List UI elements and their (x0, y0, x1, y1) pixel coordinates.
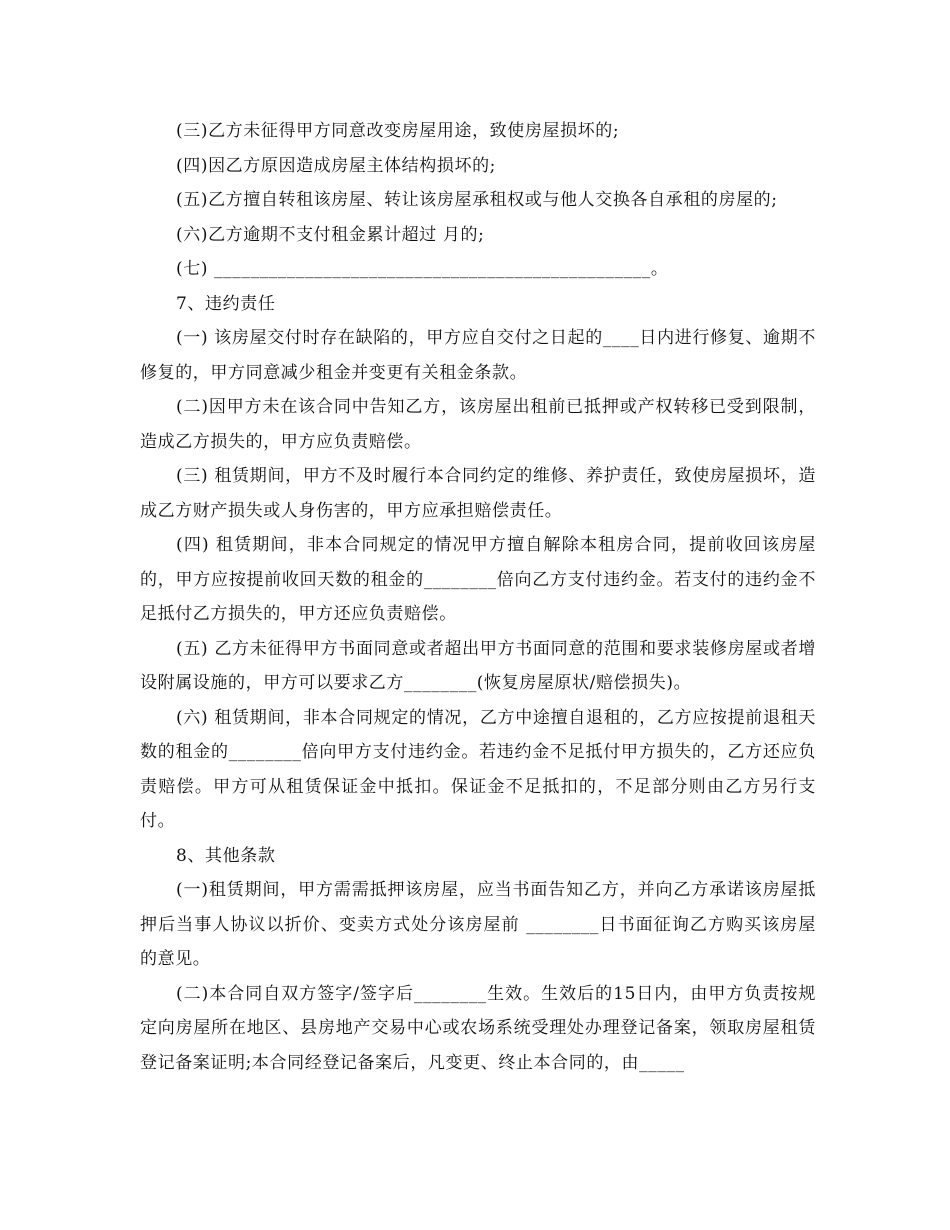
breach-clause-5: (五) 乙方未征得甲方书面同意或者超出甲方书面同意的范围和要求装修房屋或者增设附属设施的，甲方可以要求乙方________(恢复房屋原状/赔偿损失)。 (140, 638, 816, 693)
clause-6-overdue-rent: (六)乙方逾期不支付租金累计超过 月的; (176, 224, 485, 245)
document-body (140, 114, 816, 1080)
breach-clause-1: (一) 该房屋交付时存在缺陷的，甲方应自交付之日起的____日内进行修复、逾期不修复的，甲方同意减少租金并变更有关租金条款。 (140, 328, 816, 383)
breach-clause-6: (六) 租赁期间，非本合同规定的情况，乙方中途擅自退租的，乙方应按提前退租天数的租金的________倍向甲方支付违约金。若违约金不足抵付甲方损失的，乙方还应负责赔偿。甲方可从租赁保证金中抵扣。保证金不足抵扣的，不足部分则由乙方另行支付。 (140, 707, 816, 831)
breach-clause-2: (二)因甲方未在该合同中告知乙方，该房屋出租前已抵押或产权转移已受到限制，造成乙方损失的，甲方应负责赔偿。 (140, 397, 816, 452)
clause-7-blank: (七) ________________________________________________。 (176, 259, 669, 279)
breach-clause-4: (四) 租赁期间，非本合同规定的情况甲方擅自解除本租房合同，提前收回该房屋的，甲方应按提前收回天数的租金的________倍向乙方支付违约金。若支付的违约金不足抵付乙方损失的，甲方还应负责赔偿。 (140, 535, 816, 624)
clause-3-change-use: (三)乙方未征得甲方同意改变房屋用途，致使房屋损坏的; (176, 121, 620, 141)
other-clause-2: (二)本合同自双方签字/签字后________生效。生效后的15日内，由甲方负责按规定向房屋所在地区、县房地产交易中心或农场系统受理处办理登记备案，领取房屋租赁登记备案证明;本合同经登记备案后，凡变更、终止本合同的，由_____ (140, 983, 816, 1073)
clause-5-sublet: (五)乙方擅自转租该房屋、转让该房屋承租权或与他人交换各自承租的房屋的; (176, 190, 778, 210)
other-clause-1: (一)租赁期间，甲方需需抵押该房屋，应当书面告知乙方，并向乙方承诺该房屋抵押后当事人协议以折价、变卖方式处分该房屋前 ________日书面征询乙方购买该房屋的意见。 (140, 880, 816, 969)
breach-clause-3: (三) 租赁期间，甲方不及时履行本合同约定的维修、养护责任，致使房屋损坏，造成乙方财产损失或人身伤害的，甲方应承担赔偿责任。 (140, 466, 816, 521)
section-heading-other-terms: 8、其他条款 (176, 845, 276, 866)
section-heading-breach-liability: 7、违约责任 (176, 293, 276, 314)
clause-4-structure-damage: (四)因乙方原因造成房屋主体结构损坏的; (176, 155, 496, 176)
